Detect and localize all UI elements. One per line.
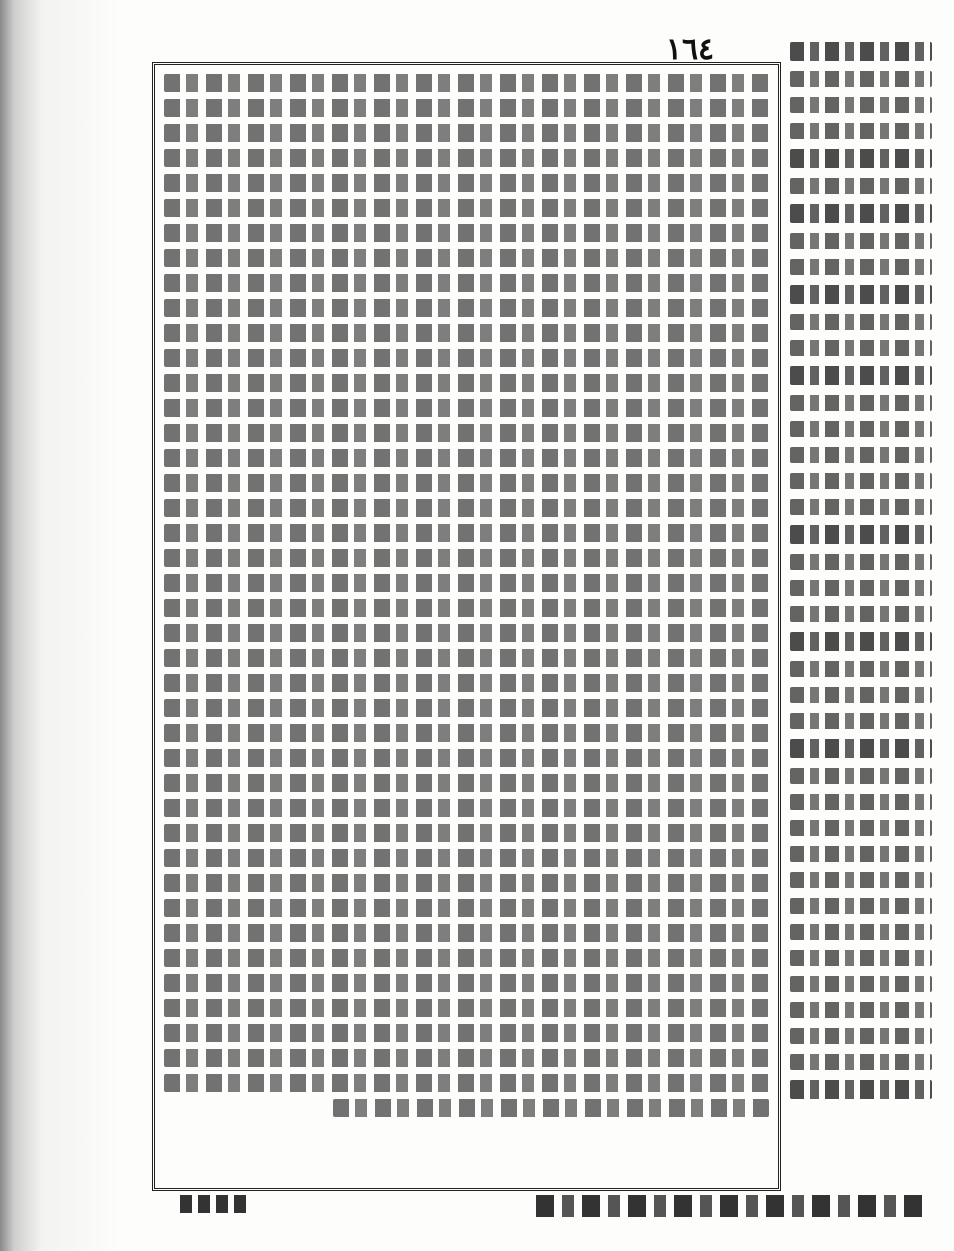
- catchword: [180, 1195, 250, 1213]
- side-text-line: [790, 713, 932, 729]
- text-line: [164, 449, 769, 467]
- text-line: [164, 249, 769, 267]
- footer-text: [536, 1195, 926, 1217]
- side-text-line: [790, 739, 932, 758]
- text-line: [164, 499, 769, 517]
- text-line: [164, 599, 769, 617]
- side-text-line: [790, 661, 932, 677]
- side-text-line: [790, 525, 932, 544]
- text-line: [164, 199, 769, 217]
- side-text-line: [790, 820, 932, 836]
- side-text-line: [790, 340, 932, 356]
- text-line: [164, 974, 769, 992]
- text-line: [164, 99, 769, 117]
- side-text-line: [790, 632, 932, 651]
- side-text-line: [790, 606, 932, 622]
- text-line: [164, 924, 769, 942]
- side-text-line: [790, 794, 932, 810]
- side-text-line: [790, 473, 932, 489]
- text-line: [164, 324, 769, 342]
- side-text-line: [790, 285, 932, 304]
- text-line: [164, 524, 769, 542]
- text-line: [164, 699, 769, 717]
- text-line: [164, 1049, 769, 1067]
- side-text-line: [790, 366, 932, 385]
- text-line: [164, 624, 769, 642]
- side-text-line: [790, 97, 932, 113]
- text-line: [164, 74, 769, 92]
- text-line: [164, 574, 769, 592]
- text-line: [164, 424, 769, 442]
- text-line: [164, 874, 769, 892]
- side-text-line: [790, 204, 932, 223]
- side-text-line: [790, 395, 932, 411]
- text-line: [164, 1074, 769, 1092]
- side-text-block: [790, 42, 932, 1109]
- text-line: [164, 949, 769, 967]
- commentary-text-block: [164, 74, 769, 1124]
- text-line: [164, 224, 769, 242]
- side-text-line: [790, 554, 932, 570]
- text-line: [164, 299, 769, 317]
- text-line: [333, 1099, 769, 1117]
- side-text-line: [790, 178, 932, 194]
- text-line: [164, 774, 769, 792]
- text-line: [164, 399, 769, 417]
- scan-edge: [0, 0, 120, 1251]
- side-text-line: [790, 314, 932, 330]
- side-text-line: [790, 872, 932, 888]
- text-line: [164, 174, 769, 192]
- side-text-line: [790, 976, 932, 992]
- text-line: [164, 149, 769, 167]
- side-text-line: [790, 950, 932, 966]
- side-text-line: [790, 447, 932, 463]
- side-text-line: [790, 924, 932, 940]
- text-line: [164, 999, 769, 1017]
- text-line: [164, 1024, 769, 1042]
- text-line: [164, 674, 769, 692]
- text-line: [164, 849, 769, 867]
- side-text-line: [790, 768, 932, 784]
- text-line: [164, 649, 769, 667]
- text-line: [164, 824, 769, 842]
- text-line: [164, 724, 769, 742]
- side-text-line: [790, 846, 932, 862]
- text-line: [164, 124, 769, 142]
- text-line: [164, 799, 769, 817]
- side-text-line: [790, 687, 932, 703]
- page-number: ١٦٤: [665, 32, 715, 67]
- side-text-line: [790, 499, 932, 515]
- text-line: [164, 349, 769, 367]
- side-text-line: [790, 898, 932, 914]
- side-text-line: [790, 42, 932, 61]
- text-line: [164, 549, 769, 567]
- side-text-line: [790, 1028, 932, 1044]
- side-text-line: [790, 233, 932, 249]
- side-text-line: [790, 123, 932, 139]
- text-line: [164, 374, 769, 392]
- side-text-line: [790, 421, 932, 437]
- text-line: [164, 474, 769, 492]
- text-line: [164, 274, 769, 292]
- text-line: [164, 749, 769, 767]
- side-text-line: [790, 580, 932, 596]
- side-text-line: [790, 71, 932, 87]
- side-text-line: [790, 259, 932, 275]
- side-text-line: [790, 1080, 932, 1099]
- text-line: [164, 899, 769, 917]
- side-text-line: [790, 149, 932, 168]
- side-text-line: [790, 1054, 932, 1070]
- side-text-line: [790, 1002, 932, 1018]
